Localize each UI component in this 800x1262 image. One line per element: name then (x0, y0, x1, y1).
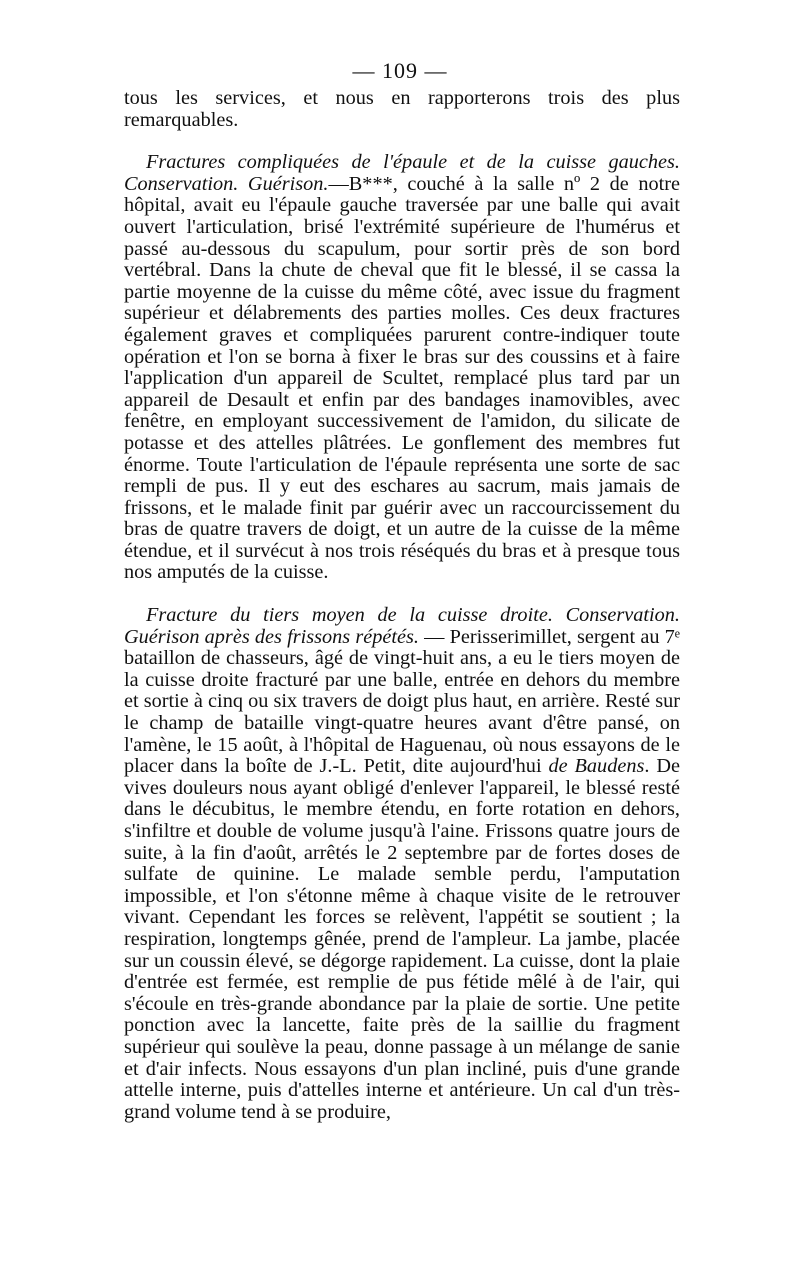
case-italic-reference: de Baudens (548, 755, 645, 778)
case-title: Fractures compliquées de l'épaule et de la cuisse gauches. Conservation. Guérison. (124, 151, 680, 195)
paragraph-continuation: tous les services, et nous en rapporterons trois des plus remarquables. (124, 87, 680, 131)
case-body: —B***, couché à la salle nº 2 de notre hôpital, avait eu l'épaule gauche traversée par une balle qui avait ouvert l'articulation, brisé l'extrémité supérieure de l'humérus et passé au-dessous du scapulum, pour sortir près de son bord vertébral. Dans la chute de cheval que fit le blessé, il se cassa la partie moyenne de la cuisse du même côté, avec issue du fragment supérieur et délabrements des parties molles. Ces deux fractures également graves et compliquées parurent contre-indiquer toute opération et l'on se borna à fixer le bras sur des coussins et à faire l'application d'un appareil de Scultet, remplacé plus tard par un appareil de Desault et enfin par des bandages inamovibles, avec fenêtre, en employant successivement de l'amidon, du silicate de potasse et des attelles plâtrées. Le gonflement des membres fut énorme. Toute l'articulation de l'épaule représenta une sorte de sac rempli de pus. Il y eut des eschares au sacrum, mais jamais de frissons, et le malade finit par guérir avec un raccourcissement du bras de quatre travers de doigt, et un autre de la cuisse de la même étendue, et il survécut à nos trois réséqués du bras et à presque tous nos amputés de la cuisse. (124, 172, 680, 584)
case-title: Fracture du tiers moyen de la cuisse droite. Conservation. Guérison après des frissons répétés. (124, 604, 680, 648)
case-body-part-b: . De vives douleurs nous ayant obligé d'enlever l'appareil, le blessé resté dans le décubitus, le membre étendu, en forte rotation en dehors, s'infiltre et double de volume jusqu'à l'aine. Frissons quatre jours de suite, à la fin d'août, arrêtés le 2 septembre par de fortes doses de sulfate de quinine. Le malade semble perdu, l'amputation impossible, et l'on s'étonne même à chaque visite de le retrouver vivant. Cependant les forces se relèvent, l'appétit se soutient ; la respiration, longtemps gênée, prend de l'ampleur. La jambe, placée sur un coussin élevé, se dégorge rapidement. La cuisse, dont la plaie d'entrée est fermée, est remplie de pus fétide mêlé à de l'air, qui s'écoule en très-grande abondance par la plaie de sortie. Une petite ponction avec la lancette, faite près de la saillie du fragment supérieur qui soulève la peau, donne passage à un mélange de sanie et d'air infects. Nous essayons d'un plan incliné, puis d'une grande attelle interne, puis d'attelles interne et antérieure. Un cal d'un très-grand volume tend à se produire, (124, 755, 680, 1123)
page-number: — 109 — (352, 58, 448, 83)
case-right-thigh-paragraph (124, 605, 680, 1123)
case-body-part-a: — Perisserimillet, sergent au 7ᵉ bataillon de chasseurs, âgé de vingt-huit ans, a eu le tiers moyen de la cuisse droite fracturé par une balle, entrée en dehors du membre et sortie à cinq ou six travers de doigt plus haut, en arrière. Resté sur le champ de bataille vingt-quatre heures avant d'être pansé, on l'amène, le 15 août, à l'hôpital de Haguenau, où nous essayons de le placer dans la boîte de J.-L. Petit, dite aujourd'hui (124, 625, 680, 778)
case-shoulder-thigh-paragraph (124, 152, 680, 584)
page-body (124, 88, 680, 1123)
